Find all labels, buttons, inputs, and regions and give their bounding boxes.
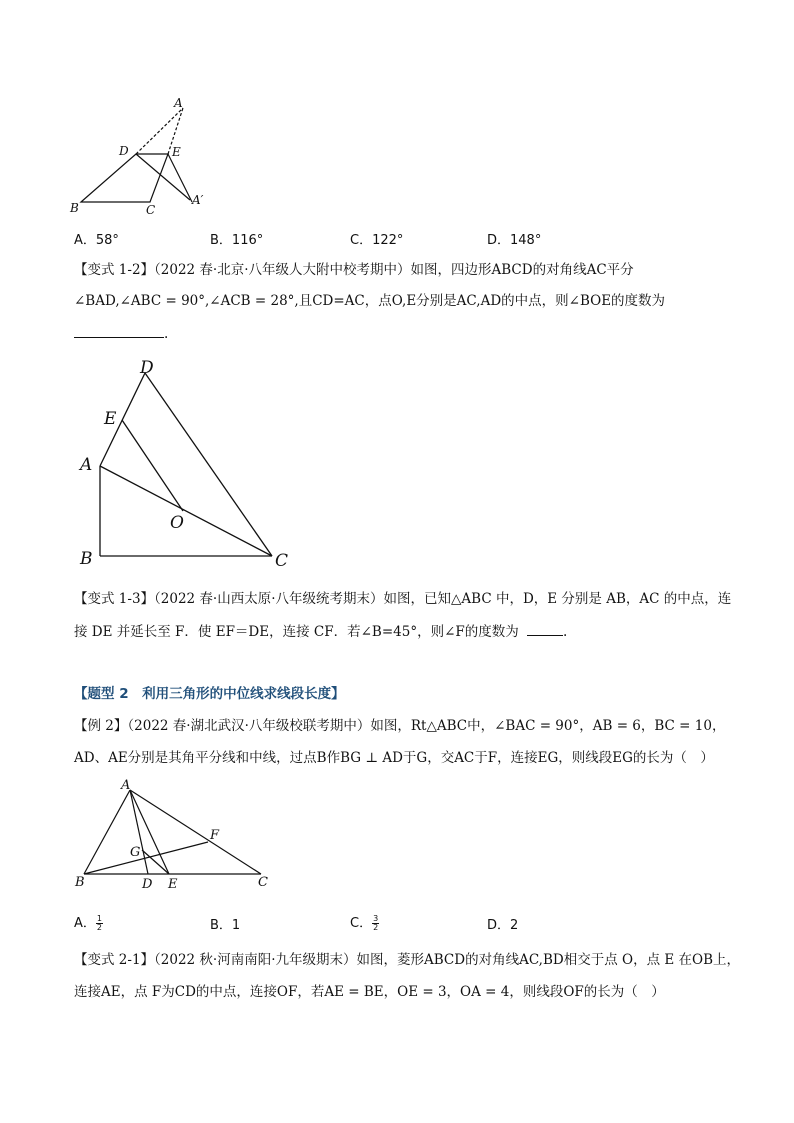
segment-ea2 bbox=[168, 154, 192, 202]
option-d: D．2 bbox=[487, 918, 519, 933]
variant-2-1-line2: 连接AE，点 F为CD的中点，连接OF，若AE = BE，OE = 3，OA = 4，则线段OF的长为（ ） bbox=[74, 984, 665, 1000]
figure-1 bbox=[66, 94, 216, 218]
variant-tag: 【变式 1-3】 bbox=[74, 591, 155, 607]
denominator: 2 bbox=[96, 923, 102, 932]
variant-text: 如图，四边形ABCD的对角线AC平分 bbox=[410, 262, 634, 278]
option-a: A．58° bbox=[74, 233, 119, 248]
example-text: 如图，Rt△ABC中，∠BAC = 90°，AB = 6，BC = 10， bbox=[370, 718, 726, 734]
label-a: A bbox=[174, 96, 183, 110]
denominator: 2 bbox=[373, 923, 379, 932]
label-g: G bbox=[130, 845, 141, 860]
variant-tag: 【变式 2-1】 bbox=[74, 952, 155, 968]
variant-1-2-line2: ∠BAD,∠ABC = 90°,∠ACB = 28°,且CD=AC，点O,E分别是AC,AD的中点，则∠BOE的度数为 bbox=[74, 293, 666, 309]
label-a-prime: A′ bbox=[192, 193, 204, 207]
label-b: B bbox=[70, 201, 79, 215]
label-e: E bbox=[104, 409, 117, 429]
segment-eo bbox=[122, 420, 183, 511]
label-c: C bbox=[275, 551, 289, 571]
label-o: O bbox=[170, 513, 184, 533]
answer-blank bbox=[527, 621, 563, 636]
variant-1-2-line3 bbox=[74, 323, 168, 344]
label-f: F bbox=[210, 828, 220, 843]
period: . bbox=[164, 326, 169, 342]
quadrilateral-bdec bbox=[81, 154, 168, 202]
label-e: E bbox=[168, 877, 178, 892]
numerator: 1 bbox=[96, 914, 102, 923]
answer-blank bbox=[74, 323, 164, 338]
numerator: 3 bbox=[373, 914, 379, 923]
variant-1-2-line1 bbox=[74, 260, 634, 280]
option-c bbox=[350, 912, 379, 932]
label-d: D bbox=[140, 358, 154, 378]
label-c: C bbox=[146, 203, 156, 217]
label-c: C bbox=[258, 875, 268, 890]
option-b: B．1 bbox=[210, 918, 241, 933]
variant-source: （2022 春·北京·八年级人大附中校考期中） bbox=[154, 262, 411, 278]
variant-source: （2022 春·山西太原·八年级统考期末） bbox=[154, 591, 384, 607]
option-b: B．116° bbox=[210, 233, 264, 248]
option-c: C．122° bbox=[350, 233, 404, 248]
label-b: B bbox=[75, 875, 85, 890]
variant-tag: 【变式 1-2】 bbox=[74, 262, 155, 278]
option-prefix: C． bbox=[350, 916, 373, 931]
variant-text: 如图，菱形ABCD的对角线AC,BD相交于点 O，点 E 在OB上， bbox=[356, 952, 741, 968]
variant-text: 接 DE 并延长至 F．使 EF＝DE，连接 CF．若∠B=45°，则∠F的度数为 bbox=[74, 624, 519, 640]
example-tag: 【例 2】 bbox=[74, 718, 128, 734]
variant-source: （2022 秋·河南南阳·九年级期末） bbox=[154, 952, 357, 968]
variant-text: 如图，已知△ABC 中，D，E 分别是 AB，AC 的中点，连 bbox=[383, 591, 732, 607]
segment-da2 bbox=[136, 154, 190, 200]
variant-1-3-line1 bbox=[74, 589, 731, 609]
example-2-line1 bbox=[74, 716, 725, 736]
segment-ac bbox=[100, 466, 272, 556]
variant-1-3-line2 bbox=[74, 621, 567, 642]
fraction bbox=[372, 915, 379, 932]
example-2-line2: AD、AE分别是其角平分线和中线，过点B作BG ⊥ AD于G，交AC于F，连接EG，则线段EG的长为（ ） bbox=[74, 750, 714, 766]
fraction bbox=[96, 915, 103, 932]
option-d: D．148° bbox=[487, 233, 542, 248]
label-e: E bbox=[172, 145, 181, 159]
label-a: A bbox=[121, 778, 131, 793]
variant-2-1-line1 bbox=[74, 950, 740, 970]
segment-ba bbox=[84, 790, 130, 874]
section-heading: 【题型 2 利用三角形的中位线求线段长度】 bbox=[74, 686, 345, 702]
figure-2 bbox=[74, 356, 299, 572]
label-a: A bbox=[80, 455, 93, 475]
segment-dc bbox=[145, 373, 272, 556]
example-source: （2022 春·湖北武汉·八年级校联考期中） bbox=[127, 718, 371, 734]
label-d: D bbox=[142, 877, 153, 892]
option-a bbox=[74, 912, 103, 932]
label-b: B bbox=[80, 549, 93, 569]
segment-bf bbox=[84, 842, 208, 874]
option-prefix: A． bbox=[74, 916, 96, 931]
period: . bbox=[563, 624, 568, 640]
label-d: D bbox=[119, 144, 129, 158]
figure-3 bbox=[70, 776, 280, 894]
